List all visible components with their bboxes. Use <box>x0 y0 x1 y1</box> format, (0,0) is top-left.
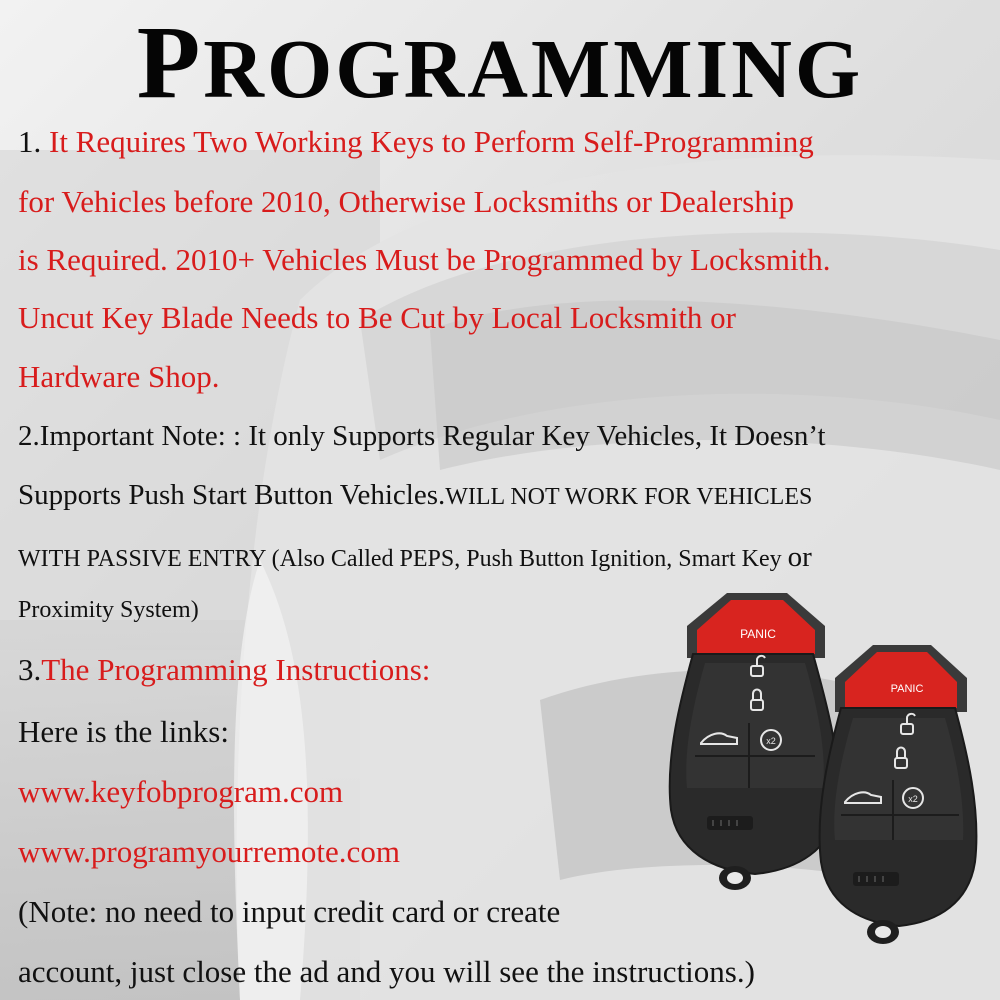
section1-line5: Hardware Shop. <box>18 359 220 394</box>
section3-number: 3. <box>18 652 42 687</box>
section2-text-3a: WITH PASSIVE ENTRY (Also Called PEPS, Push Button Ignition, Smart Key <box>18 546 788 572</box>
title-rest: ROGRAMMING <box>203 23 864 116</box>
section2-text-2b: WILL NOT WORK FOR VEHICLES <box>445 484 813 510</box>
section2-text-2a: Supports Push Start Button Vehicles. <box>18 479 446 511</box>
panic-label: PANIC <box>740 627 776 641</box>
section2-line3 <box>18 536 812 579</box>
section2-line4: Proximity System) <box>18 597 199 623</box>
section1-number: 1. <box>18 124 49 159</box>
remote-start-label-2: x2 <box>908 794 918 804</box>
section2-line2 <box>18 475 812 517</box>
page-title <box>0 5 1000 125</box>
section2-line1: 2.Important Note: : It only Supports Regular Key Vehicles, It Doesn’t <box>18 420 826 452</box>
section3-heading-text: The Programming Instructions: <box>41 652 431 687</box>
section1-line2: for Vehicles before 2010, Otherwise Locksmiths or Dealership <box>18 184 794 219</box>
section1-line4: Uncut Key Blade Needs to Be Cut by Local Locksmith or <box>18 300 737 335</box>
key-fob-back <box>815 640 980 950</box>
panic-label-2: PANIC <box>890 683 924 695</box>
title-initial: P <box>136 5 204 120</box>
remote-start-label: x2 <box>766 736 776 746</box>
section2-text-3b: or <box>787 541 812 573</box>
link-keyfobprogram[interactable]: www.keyfobprogram.com <box>18 774 344 809</box>
section1-line3: is Required. 2010+ Vehicles Must be Programmed by Locksmith. <box>18 242 831 277</box>
section3-note-line2: account, just close the ad and you will see the instructions.) <box>18 954 755 989</box>
section3-intro: Here is the links: <box>18 714 229 749</box>
section3-note-line1: (Note: no need to input credit card or create <box>18 894 561 929</box>
link-programyourremote[interactable]: www.programyourremote.com <box>18 834 400 869</box>
key-fob-front <box>665 588 840 898</box>
section1-text-1: It Requires Two Working Keys to Perform Self-Programming <box>49 124 814 159</box>
section1-line1 <box>18 122 814 162</box>
section3-heading <box>18 650 430 690</box>
